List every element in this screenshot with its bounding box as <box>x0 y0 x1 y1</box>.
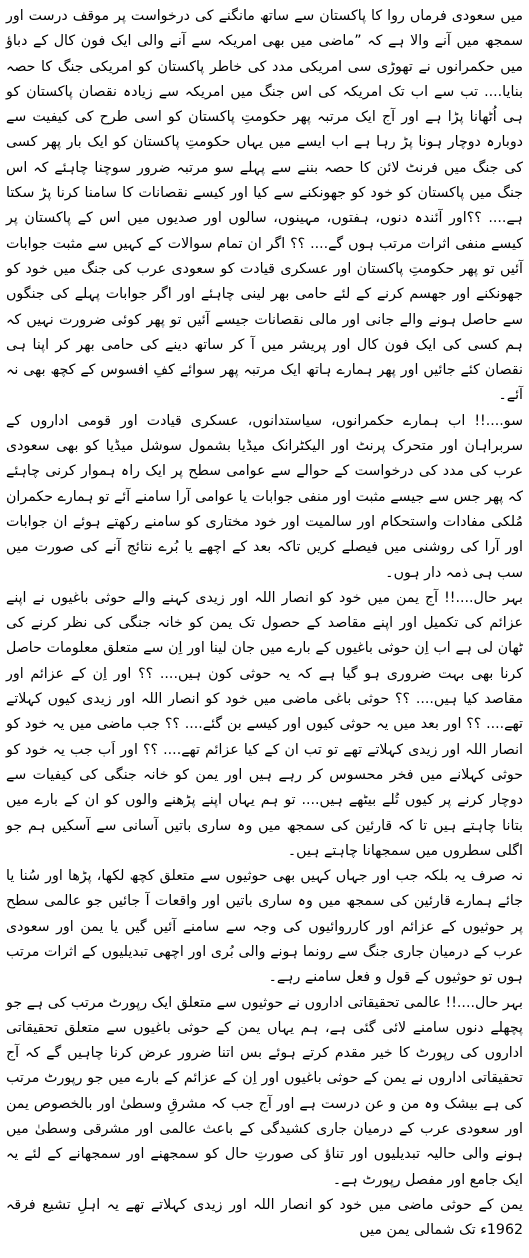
article-paragraph-3: بہر حال....!! آج یمن میں خود کو انصار اللہ اور زیدی کہنے والے حوثی باغیوں نے اپنے عزائم کی تکمیل اور اپنے مقاصد کے حصول تک یمن کو خانہ جنگی کی نظر کرنے کی ٹھان لی ہے اب اِن حوثی باغیوں کے بارے میں جان لینا اور اِن سے متعلق معلومات حاصل کرنا بھی بہت ضروری ہو گیا ہے کہ یہ حوثی کون ہیں.... ؟؟ اور اِن کے عزائم اور مقاصد کیا ہیں.... ؟؟ حوثی باغی ماضی میں خود کو انصار اللہ اور زیدی کیوں کہلاتے تھے.... ؟؟ اور بعد میں یہ حوثی کیوں اور کیسے بن گئے.... ؟؟ جب ماضی میں یہ خود کو انصار اللہ اور زیدی کہلاتے تھے تو تب ان کے کیا عزائم تھے.... ؟؟ اور اَب جب یہ خود کو حوثی کہلانے میں فخر محسوس کر رہے ہیں اور یمن کو خانہ جنگی کی کیفیات سے دوچار کرنے پر کیوں تُلے بیٹھے ہیں.... تو ہم یہاں اپنے پڑھنے والوں کو ان کے بارے میں بتانا چاہتے ہیں تا کہ قارئین کی سمجھ میں وہ ساری باتیں آسانی سے آسکیں ہم جو اگلی سطروں میں سمجھانا چاہتے ہیں۔ <box>6 589 523 859</box>
article-paragraph-6: یمن کے حوثی ماضی میں خود کو انصار اللہ اور زیدی کہلاتے تھے یہ اہلِ تشیع فرقہ 1962ء تک شمالی یمن میں <box>6 1196 523 1239</box>
article-paragraph-4: نہ صرف یہ بلکہ جب اور جہاں کہیں بھی حوثیوں سے متعلق کچھ لکھا، پڑھا اور سُنا یا جائے ہمارے قارئین کی سمجھ میں وہ ساری باتیں اور واقعات آ جائیں جو عالمی سطح پر حوثیوں کے عزائم اور کارروائیوں کی وجہ سے سامنے آئیں گیں یا یمن اور سعودی عرب کے درمیان جاری جنگ سے رونما ہونے والی بُری اور اچھی تبدیلیوں کے اثرات مرتب ہوں تو حوثیوں کے قول و فعل سامنے رہے۔ <box>6 868 523 986</box>
article-paragraph-1: میں سعودی فرماں روا کا پاکستان سے ساتھ مانگنے کی درخواست پر موقف درست اور سمجھ میں آنے والا ہے کہ ”ماضی میں بھی امریکہ سے آنے والی ایک فون کال کے دباؤ میں حکمرانوں نے تھوڑی سی امریکی مدد کی خاطر پاکستان کو امریکی جنگ کا حصہ بنایا.... تب سے اب تک امریکہ کی اس جنگ میں امریکہ سے زیادہ نقصان پاکستان کو ہی اُٹھانا پڑا ہے اور آج ایک مرتبہ پھر حکومتِ پاکستان کو اسی طرح کی کیفیت سے دوبارہ دوچار ہونا پڑ رہا ہے اب ایسے میں یہاں حکومتِ پاکستان کو ایک بار پھر کسی کی جنگ میں فرنٹ لائن کا حصہ بننے سے پہلے سو مرتبہ ضرور سوچنا چاہئے کہ اس جنگ میں پاکستان کو خود کو جھونکنے سے کیا اور کیسے نقصانات کا سامنا کرنا پڑ سکتا ہے.... ؟؟اور آئندہ دنوں، ہفتوں، مہینوں، سالوں اور صدیوں میں اس کے پاکستان پر کیسے منفی اثرات مرتب ہوں گے.... ؟؟ اگر ان تمام سوالات کے کہیں سے مثبت جوابات آئیں تو پھر حکومتِ پاکستان اور عسکری قیادت کو سعودی عرب کی جنگ میں خود کو جھونکنے اور جھسم کرنے کے لئے حامی بھر لینی چاہئے اور اگر جوابات پہلے کی جنگوں سے حاصل ہونے والے جانی اور مالی نقصانات جیسے آئیں تو پھر کوئی ضرورت نہیں کہ ہم کسی کی ایک فون کال اور پریشر میں آ کر ساتھ دینے کی حامی بھر کر اپنا ہی نقصان کئے جائیں اور پھر ہمارے ہاتھ ایک مرتبہ پھر سوائے کفِ افسوس کے کچھ بھی نہ آئے۔ <box>6 8 523 404</box>
article-paragraph-5: بہر حال....!! عالمی تحقیقاتی اداروں نے حوثیوں سے متعلق ایک رپورٹ مرتب کی ہے جو پچھلے دنوں سامنے لائی گئی ہے، ہم یہاں یمن کے حوثی باغیوں سے متعلق تحقیقاتی اداروں کی رپورٹ کا خیر مقدم کرتے ہوئے بس اتنا ضرور عرض کرنا چاہیں گے کہ آج تحقیقاتی اداروں نے یمن کے حوثی باغیوں اور اِن کے عزائم کے بارے میں جو رپورٹ مرتب کی ہے بیشک وہ من و عن درست ہے اور آج جب کہ مشرقِ وسطیٰ اور بالخصوص یمن اور سعودی عرب کے درمیان جاری کشیدگی کے باعث عالمی اور مشرقی وسطیٰ میں ہونے والی حالیہ تبدیلیوں اور تناؤ کی صورتِ حال کو سمجھنے اور سمجھانے کے لئے یہ ایک جامع اور مفصل رپورٹ ہے۔ <box>6 994 523 1188</box>
article-paragraph-2: سو....!! اب ہمارے حکمرانوں، سیاستدانوں، عسکری قیادت اور قومی اداروں کے سربراہان اور متحرک پرنٹ اور الیکٹرانک میڈیا بشمول سوشل میڈیا کو بھی سعودی عرب کی مدد کی درخواست کے حوالے سے عوامی سطح پر ایک راہ ہموار کرنی چاہئے کہ پھر جس سے جیسے مثبت اور منفی جوابات یا عوامی آرا سامنے آئے تو ہمارے حکمران مُلکی مفادات واستحکام اور سالمیت اور خود مختاری کو سامنے رکھتے ہوئے ان جوابات اور آرا کی روشنی میں فیصلے کریں تاکہ بعد کے اچھے یا بُرے نتائج آنے کی صورت میں سب ہی ذمہ دار ہوں۔ <box>6 412 523 581</box>
